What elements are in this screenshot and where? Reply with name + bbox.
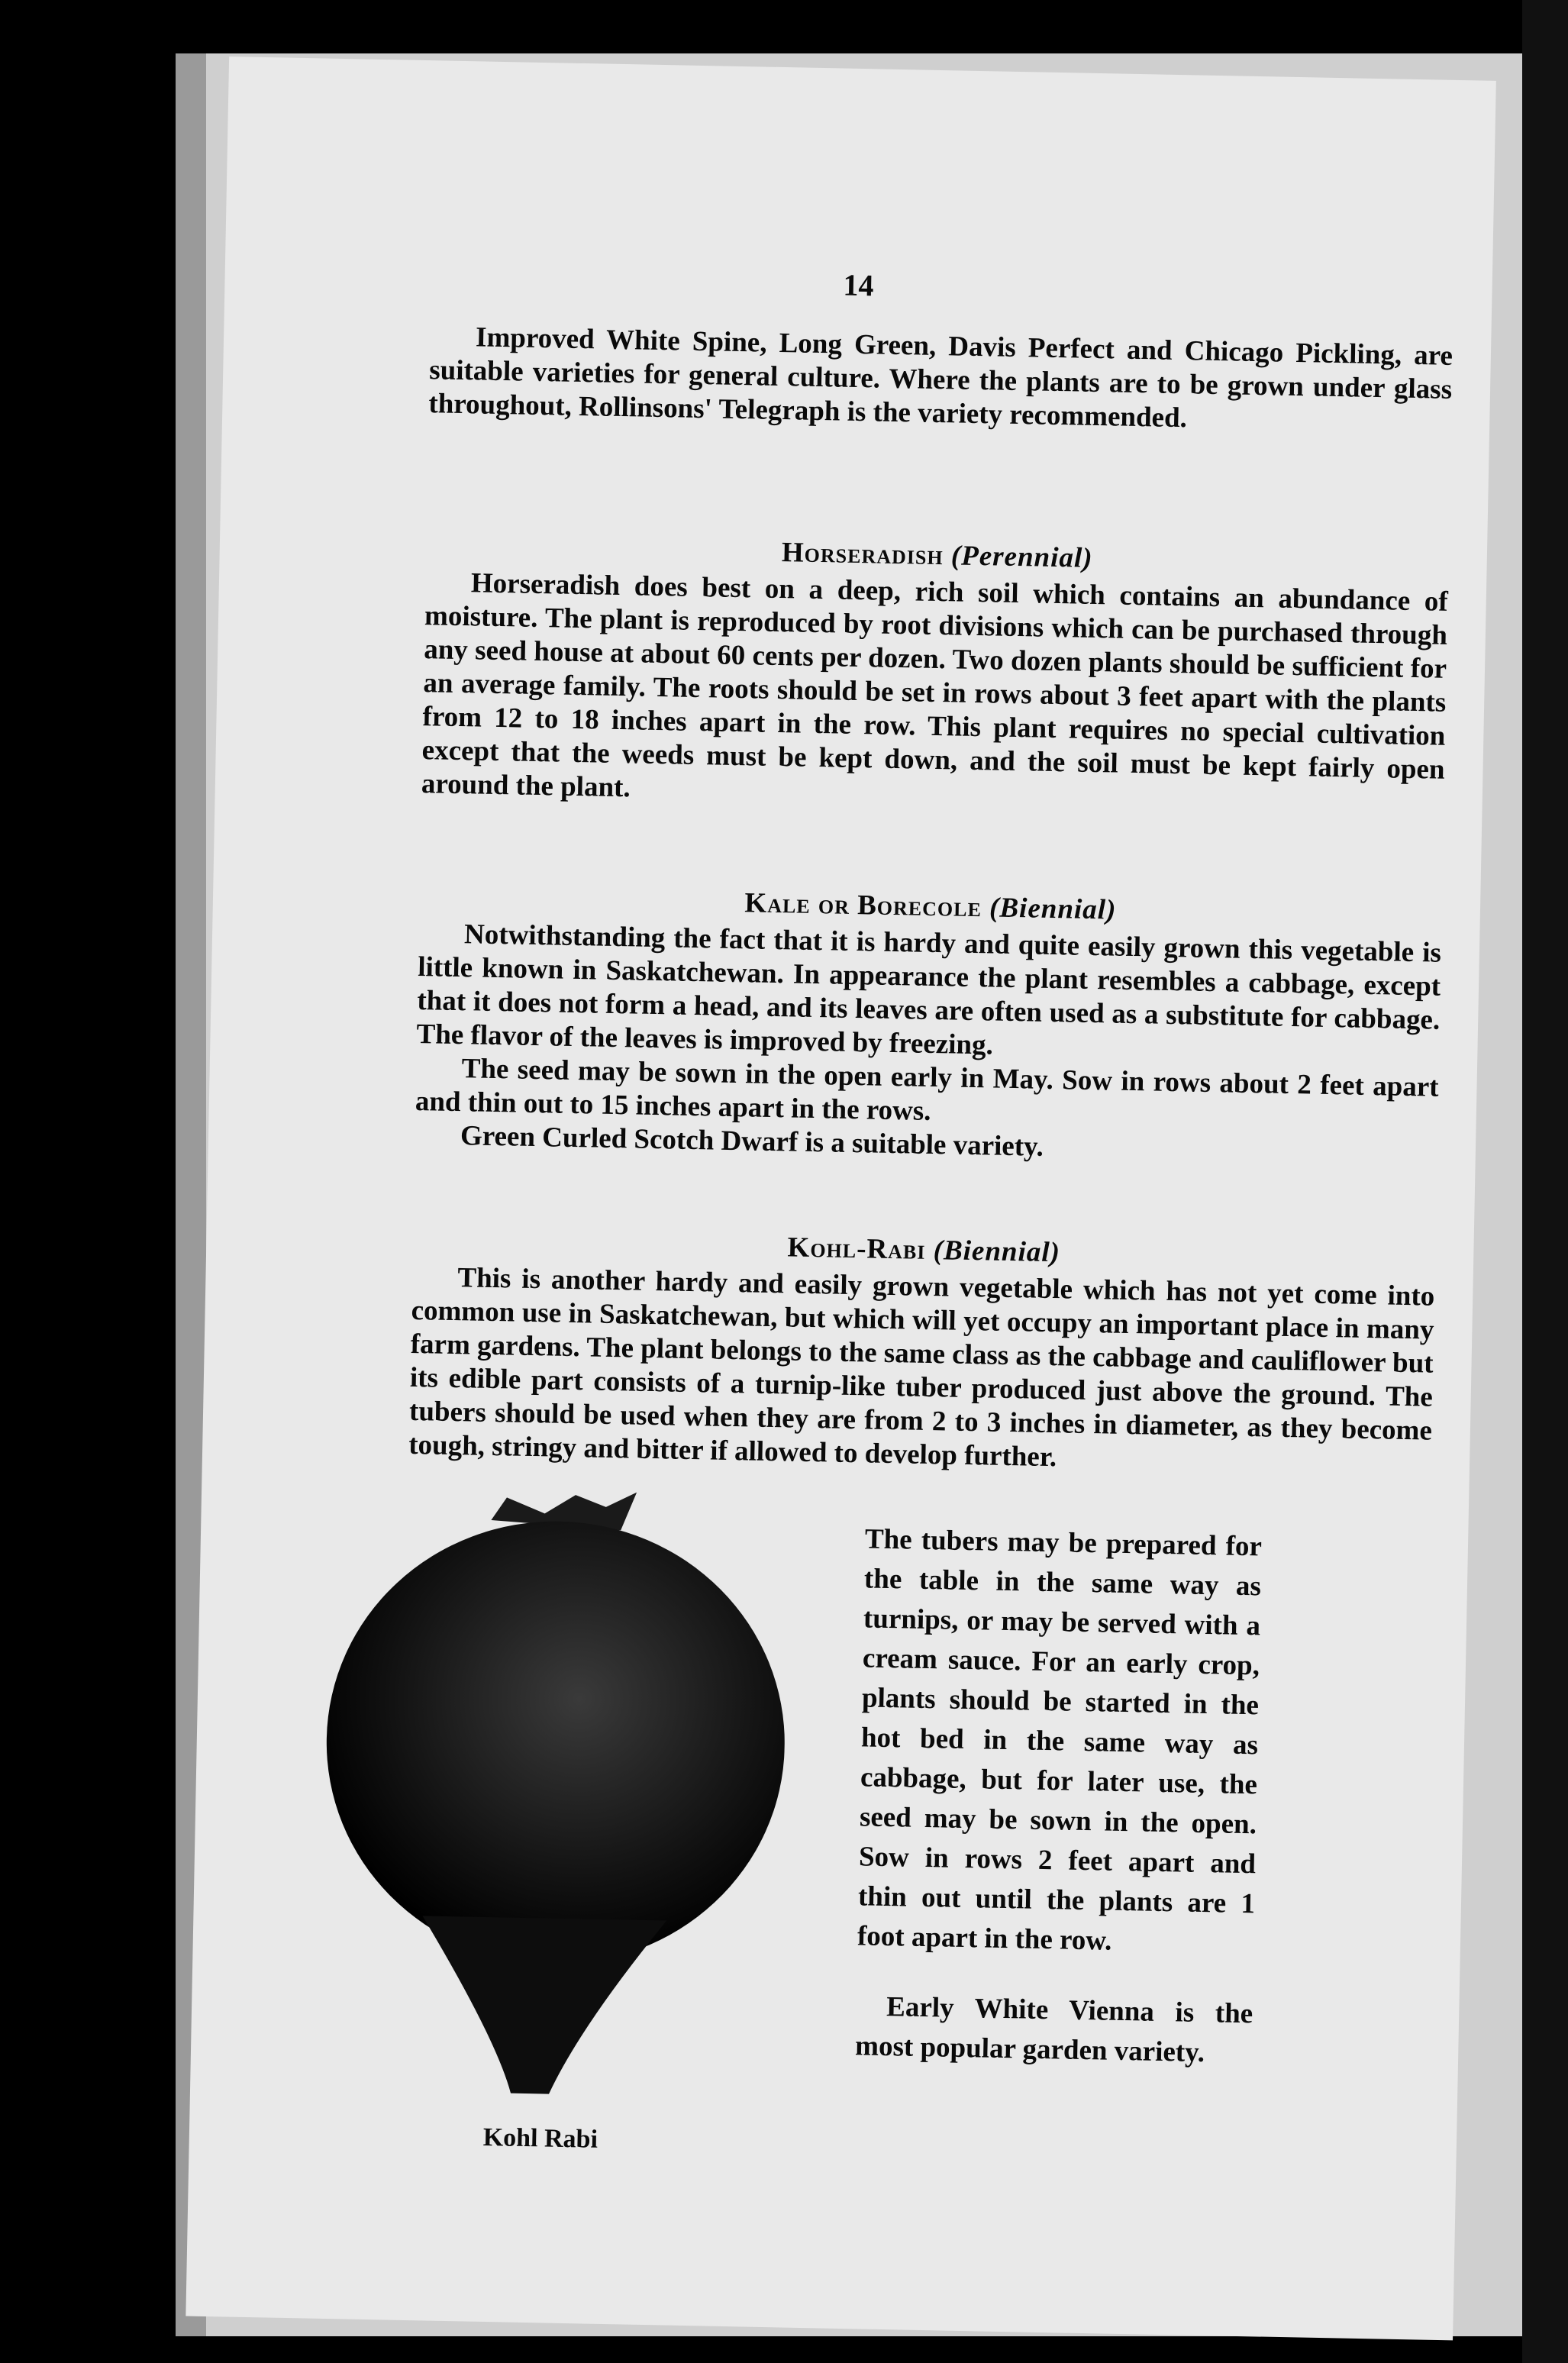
horseradish-section — [421, 503, 1449, 821]
illustration-caption: Kohl Rabi — [482, 2123, 598, 2154]
page-edge-shadow — [1522, 0, 1568, 2363]
kale-heading: Kale or Borecole (Biennial) — [744, 887, 1117, 926]
kale-paragraph-1: Notwithstanding the fact that it is hardy and quite easily grown this vegetable is little known in Saskatchewan. In appearance the plant resembles a cabbage, except that it does not form a head, and its leaves are often used as a substitute for cabbage. The flavor of the leaves is improved by freezing. — [416, 918, 1442, 1061]
kohlrabi-side-paragraph-1: The tubers may be prepared for the table in the same way as turnips, or may be served with a cream sauce. For an early crop, plants should be started in the hot bed in the same way as cabbage, but for later use, the seed may be sown in the open. Sow in rows 2 feet apart and thin out until the plants are 1 foot apart in the row. — [857, 1523, 1263, 1957]
kohlrabi-section — [408, 1198, 1436, 1482]
kohlrabi-body: This is another hardy and easily grown vegetable which has not yet come into common use in Saskatchewan, but which will yet occupy an important place in many farm gardens. The plant belongs to the same class as the cabbage and cauliflower but its edible part consists of a turnip-like tuber produced just above the ground. The tubers should be used when they are from 2 to 3 inches in diameter, as they become tough, stringy and bitter if allowed to develop further. — [408, 1262, 1435, 1474]
kale-paragraph-2: The seed may be sown in the open early in May. Sow in rows about 2 feet apart and thin out to 15 inches apart in the rows. — [415, 1053, 1439, 1127]
horseradish-body: Horseradish does best on a deep, rich soil which contains an abundance of moisture. The plant is reproduced by root divisions which can be purchased through any seed house at about 60 cents per dozen. Two dozen plants should be sufficient for an average family. The roots should be set in rows about 3 feet apart with the plants from 12 to 18 inches apart in the row. This plant requires no special cultivation except that the weeds must be kept down, and the soil must be kept fairly open around the plant. — [421, 567, 1449, 804]
horseradish-heading: Horseradish (Perennial) — [781, 537, 1093, 574]
intro-paragraph: Improved White Spine, Long Green, Davis Perfect and Chicago Pickling, are suitable varieties for general culture. Where the plants are to be grown under glass throughout, Rollinsons' Telegraph is the variety recommended. — [428, 321, 1453, 434]
book-page — [186, 56, 1496, 2340]
kohlrabi-illustration — [305, 1487, 789, 2106]
kohlrabi-side-text — [854, 1519, 1262, 2104]
page-number: 14 — [843, 267, 874, 303]
kale-section — [415, 854, 1443, 1172]
kale-paragraph-3: Green Curled Scotch Dwarf is a suitable variety. — [460, 1120, 1044, 1163]
kohlrabi-side-paragraph-2: Early White Vienna is the most popular garden variety. — [854, 1991, 1253, 2069]
kohlrabi-heading: Kohl-Rabi (Biennial) — [787, 1232, 1061, 1269]
